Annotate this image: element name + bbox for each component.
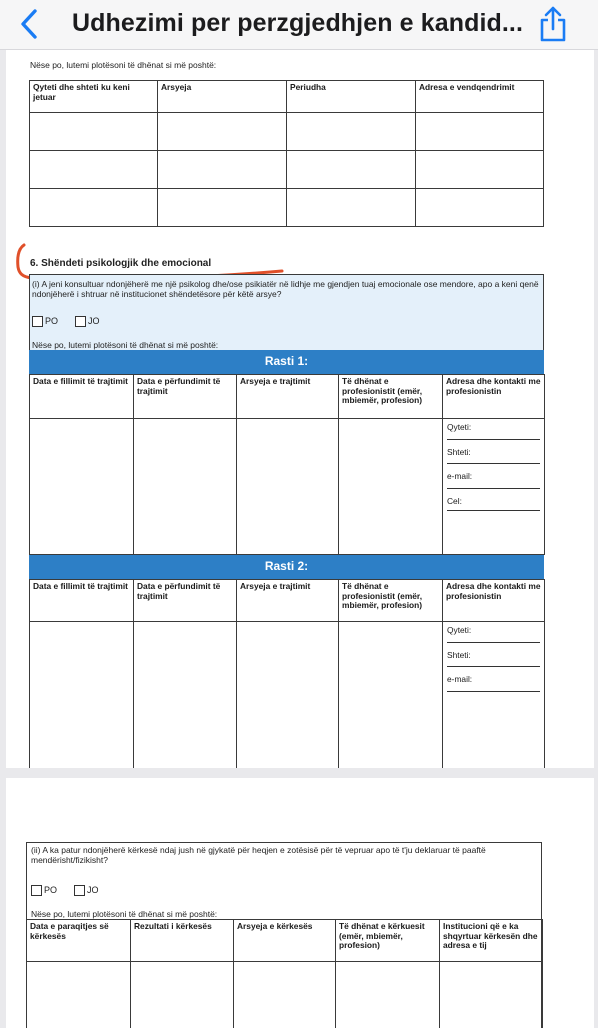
table-row: [30, 419, 545, 555]
table-header: Data e fillimit të trajtimit: [30, 580, 134, 622]
contact-field: Shteti:: [447, 440, 540, 465]
navigation-bar: [0, 0, 598, 50]
table-row: [27, 962, 543, 1028]
question-text: (i) A jeni konsultuar ndonjëherë me një psikolog dhe/ose psikiatër në lidhje me gjendjen tuaj emocionale ose mendore, apo a keni qenë ndonjëherë i shtruar në institucionet shëndetësore për këtë arsye?: [32, 279, 540, 299]
chevron-left-icon: [20, 9, 38, 39]
case-1-table: [29, 374, 545, 555]
option-no-label: JO: [88, 316, 100, 326]
checkbox-no[interactable]: [74, 885, 85, 896]
back-button[interactable]: [14, 8, 44, 40]
table-header: Rezultati i kërkesës: [131, 920, 234, 962]
table-header: Arsyeja e kërkesës: [234, 920, 336, 962]
residence-table: [29, 80, 544, 227]
instruction-text: Nëse po, lutemi plotësoni të dhënat si më poshtë:: [30, 60, 216, 70]
table-row: [30, 189, 544, 227]
option-yes-label: PO: [44, 885, 57, 895]
answer-options: [32, 316, 100, 327]
document-page-1: [6, 50, 594, 768]
checkbox-no[interactable]: [75, 316, 86, 327]
instruction-text: Nëse po, lutemi plotësoni të dhënat si më poshtë:: [32, 340, 218, 350]
table-row: [30, 622, 545, 769]
table-header: Adresa dhe kontakti me profesionistin: [443, 580, 545, 622]
contact-field: Cel:: [447, 489, 540, 512]
table-header: Data e paraqitjes së kërkesës: [27, 920, 131, 962]
contact-field: Shteti:: [447, 643, 540, 668]
table-header: Të dhënat e profesionistit (emër, mbiemër, profesion): [339, 580, 443, 622]
question-text: (ii) A ka patur ndonjëherë kërkesë ndaj jush në gjykatë për heqjen e zotësisë për të vepruar apo të t'ju deklaruar të paaftë mendërisht/fizikisht?: [31, 845, 539, 865]
checkbox-yes[interactable]: [32, 316, 43, 327]
table-header: Arsyeja e trajtimit: [237, 375, 339, 419]
table-header: Periudha: [287, 81, 416, 113]
document-page-2: [6, 778, 594, 1028]
checkbox-yes[interactable]: [31, 885, 42, 896]
table-header: Data e përfundimit të trajtimit: [134, 375, 237, 419]
section-title: 6. Shëndeti psikologjik dhe emocional: [30, 259, 211, 269]
court-request-table: [26, 919, 543, 1028]
case-2-header: Rasti 2:: [29, 555, 544, 579]
table-row: [30, 113, 544, 151]
case-2-table: [29, 579, 545, 768]
table-header: Institucioni që e ka shqyrtuar kërkesën dhe adresa e tij: [440, 920, 543, 962]
contact-field: e-mail:: [447, 667, 540, 692]
option-yes-label: PO: [45, 316, 58, 326]
table-header: Të dhënat e kërkuesit (emër, mbiemër, profesion): [336, 920, 440, 962]
table-header: Qyteti dhe shteti ku keni jetuar: [30, 81, 158, 113]
table-header: Adresa dhe kontakti me profesionistin: [443, 375, 545, 419]
option-no-label: JO: [87, 885, 99, 895]
table-header: Data e përfundimit të trajtimit: [134, 580, 237, 622]
instruction-text: Nëse po, lutemi plotësoni të dhënat si më poshtë:: [31, 909, 217, 919]
contact-field: Qyteti:: [447, 622, 540, 643]
table-header: Adresa e vendqendrimit: [416, 81, 544, 113]
table-header: Data e fillimit të trajtimit: [30, 375, 134, 419]
case-1-header: Rasti 1:: [29, 350, 544, 374]
document-title: Udhezimi per perzgjedhjen e kandid...: [72, 9, 523, 38]
table-header: Të dhënat e profesionistit (emër, mbiemër, profesion): [339, 375, 443, 419]
contact-field: e-mail:: [447, 464, 540, 489]
share-icon: [536, 5, 570, 43]
share-button[interactable]: [536, 5, 570, 43]
table-header: Arsyeja e trajtimit: [237, 580, 339, 622]
table-header: Arsyeja: [158, 81, 287, 113]
table-row: [30, 151, 544, 189]
contact-field: Qyteti:: [447, 419, 540, 440]
answer-options: [31, 885, 99, 896]
